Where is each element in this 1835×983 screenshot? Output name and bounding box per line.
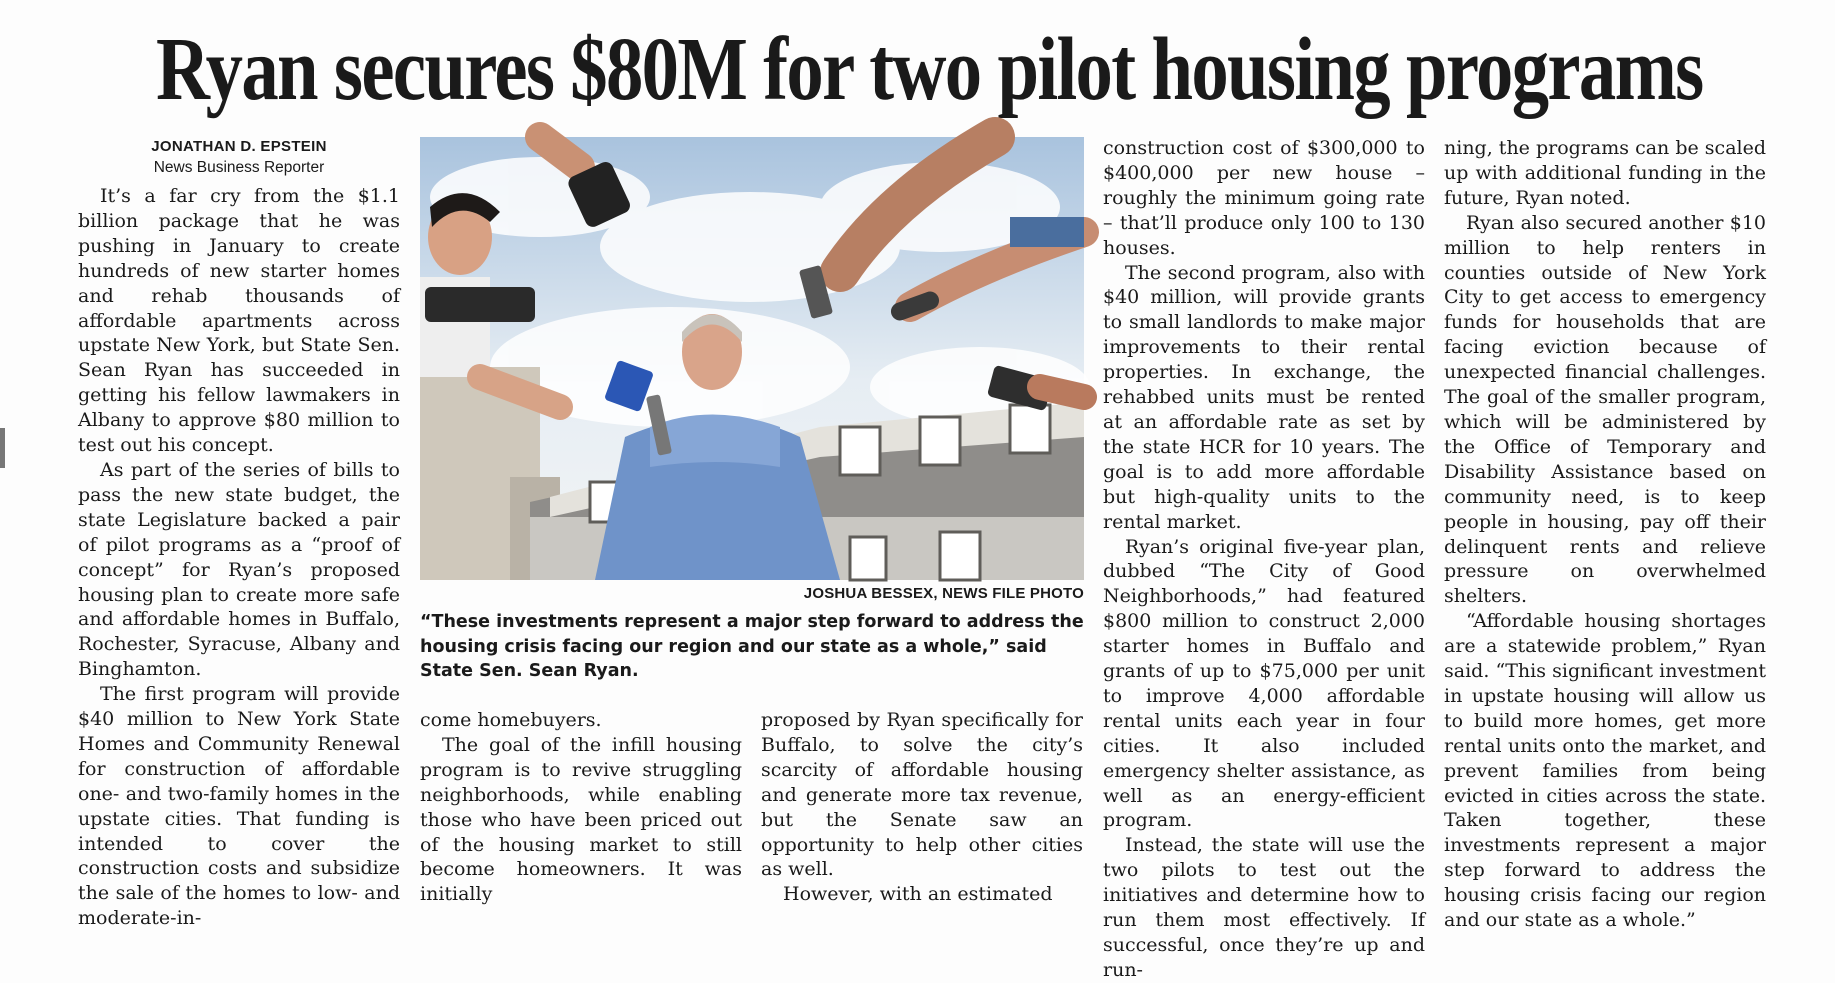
paragraph: However, with an estimated [783,883,1053,906]
article-column-4 [1103,136,1425,981]
paragraph: “Affordable housing shortages are a statewide problem,” Ryan said. “This significant investment in upstate housing will allow us to build more homes, get more rental units onto the market, and prevent families from being evicted in cities across the state. Taken together, these investments represent a major step forward to address the housing crisis facing our region and our state as a whole.” [1444,610,1766,932]
paragraph: The goal of the infill housing program is to revive struggling neighborhoods, while enabling those who have been priced out of the housing market to still become homeowners. It was initially [420,733,742,906]
headline: Ryan secures $80M for two pilot housing programs [155,20,1703,119]
article-column-5 [1444,136,1766,932]
paragraph: construction cost of $300,000 to $400,000 per new house – roughly the minimum going rate – that’ll produce only 100 to 130 houses. [1103,137,1425,259]
page-edge-marker [0,428,5,468]
paragraph: Ryan also secured another $10 million to help renters in counties outside of New York City to get access to emergency funds for households that are facing eviction because of unexpected financial challenges. The goal of the smaller program, which will be administered by the Office of Temporary and Disability Assistance based on community need, is to keep people in housing, pay off their delinquent rents and relieve pressure on overwhelmed shelters. [1444,211,1766,608]
paragraph: proposed by Ryan specifically for Buffalo, to solve the city’s scarcity of affordable housing and generate more tax revenue, but the Senate saw an opportunity to help other cities as well. [761,709,1083,881]
photo-illustration [420,137,1084,580]
article-column-3 [761,708,1083,906]
paragraph: Instead, the state will use the two pilots to test out the initiatives and determine how to run them most effectively. If successful, once they’re up and run- [1103,834,1425,981]
paragraph: As part of the series of bills to pass the new state budget, the state Legislature backed a pair of pilot programs as a “proof of concept” for Ryan’s proposed housing plan to create more safe and affordable homes in Buffalo, Rochester, Syracuse, Albany and Binghamton. [78,458,400,681]
byline [78,136,400,178]
paragraph: Ryan’s original five-year plan, dubbed “The City of Good Neighborhoods,” had featured $800 million to construct 2,000 starter homes in Buffalo and grants of up to $75,000 per unit to improve 4,000 affordable rental units each year in four cities. It also included emergency shelter assistance, as well as an energy-efficient program. [1103,535,1425,832]
byline-author: JONATHAN D. EPSTEIN [151,138,327,155]
paragraph: The second program, also with $40 million, will provide grants to small landlords to make major improvements to their rental properties. In exchange, the rehabbed units must be rented at an affordable rate as set by the state HCR for 10 years. The goal is to add more affordable but high-quality units to the rental market. [1103,261,1425,533]
news-photo [420,137,1084,580]
paragraph: The first program will provide $40 million to New York State Homes and Community Renewal for construction of affordable one- and two-family homes in the upstate cities. That funding is intended to cover the construction costs and subsidize the sale of the homes to low- and moderate-in- [78,683,400,930]
paragraph: ning, the programs can be scaled up with additional funding in the future, Ryan noted. [1444,137,1766,209]
paragraph: It’s a far cry from the $1.1 billion package that he was pushing in January to create hundreds of new starter homes and rehab thousands of affordable apartments across upstate New York, but State Sen. Sean Ryan has succeeded in getting his fellow lawmakers in Albany to approve $80 million to test out his concept. [78,185,400,457]
photo-credit: JOSHUA BESSEX, NEWS FILE PHOTO [803,585,1084,602]
article-column-1 [78,136,400,930]
article-column-2 [420,708,742,906]
byline-title: News Business Reporter [153,159,325,176]
paragraph: come homebuyers. [420,709,602,731]
photo-caption: “These investments represent a major step forward to address the housing crisis facing our region and our state as a whole,” said State Sen. Sean Ryan. [420,612,1084,681]
